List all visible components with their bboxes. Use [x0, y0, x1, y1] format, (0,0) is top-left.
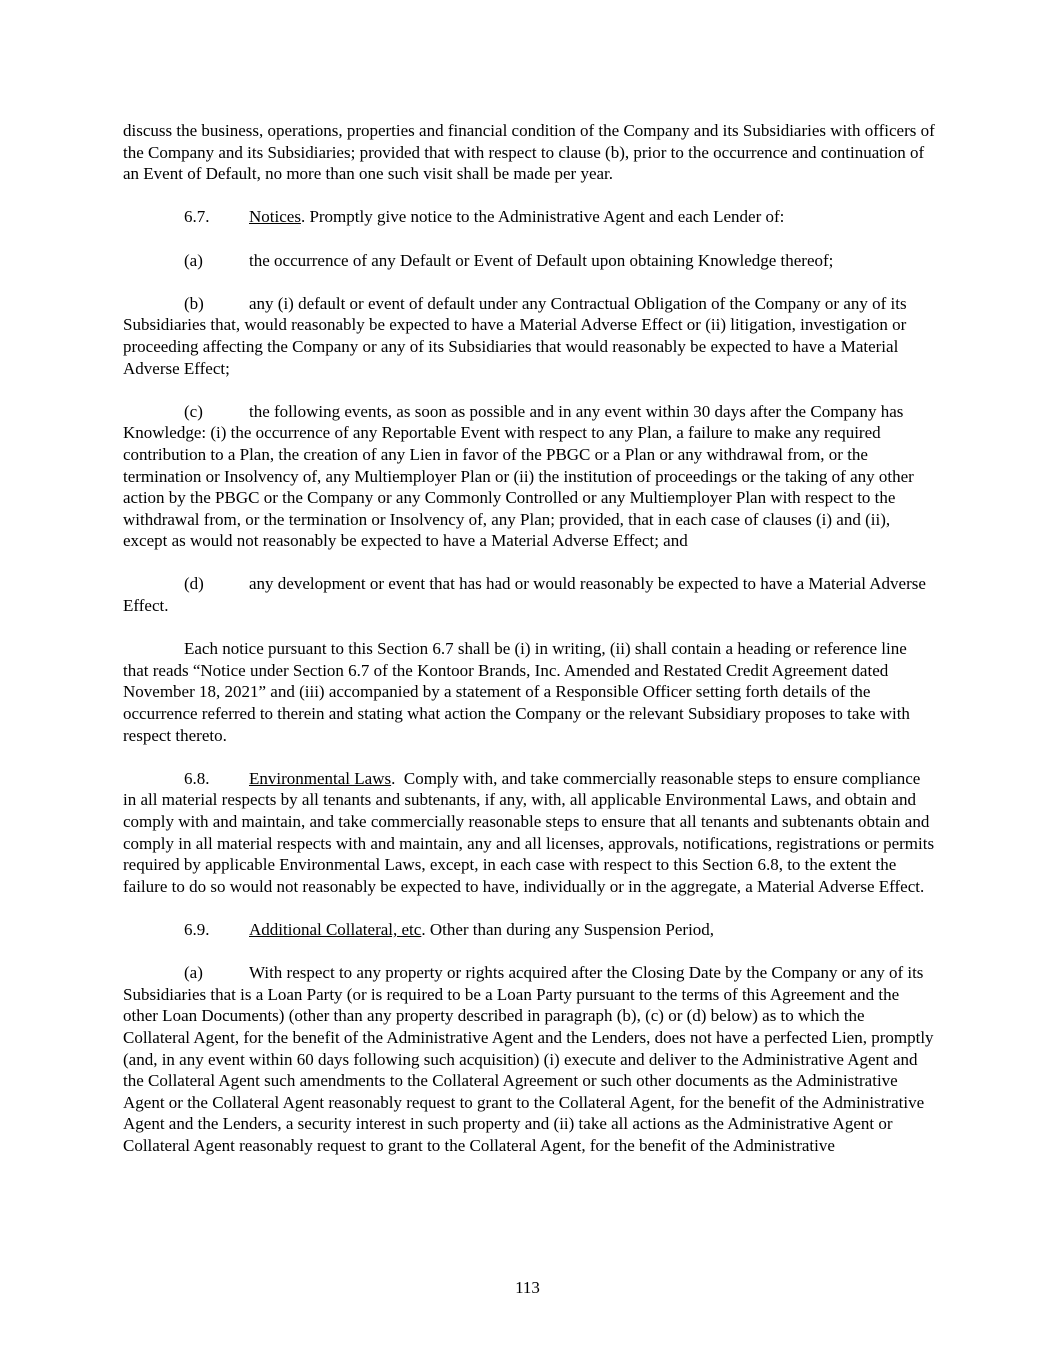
- section-number: 6.7.: [184, 207, 210, 227]
- paragraph-text: . Other than during any Suspension Period,: [421, 919, 715, 939]
- paragraph-text: discuss the business, operations, properties and financial condition of the Company and its Subsidiaries with officers of the Company and its Subsidiaries; provided that with respect to clause (b), prior to the occurrence and continuation of an Event of Default, no more than one such visit shall be made per year.: [123, 121, 940, 184]
- paragraph-text: With respect to any property or rights acquired after the Closing Date by the Company or any of its Subsidiaries that is a Loan Party (or is required to be a Loan Party pursuant to the terms of this Agreement and the other Loan Documents) (other than any property described in paragraph (b), (c) or (d) below) as to which the Collateral Agent, for the benefit of the Administrative Agent and the Lenders, does not have a perfected Lien, promptly (and, in any event within 60 days following such acquisition) (i) execute and deliver to the Administrative Agent and the Collateral Agent such amendments to the Collateral Agreement or such other documents as the Administrative Agent or the Collateral Agent reasonably request to grant to the Collateral Agent, for the benefit of the Administrative Agent and the Lenders, a security interest in such property and (ii) take all actions as the Administrative Agent or Collateral Agent reasonably request to grant to the Collateral Agent, for the benefit of the Administrative: [123, 963, 938, 1155]
- section-heading: Environmental Laws: [249, 768, 392, 788]
- paragraph-continuation: [123, 120, 940, 185]
- clause-letter: (a): [184, 963, 203, 983]
- clause-letter: (c): [184, 401, 203, 421]
- section-number: 6.8.: [184, 768, 210, 788]
- section-number: 6.9.: [184, 919, 210, 939]
- paragraph-text: the occurrence of any Default or Event of Default upon obtaining Knowledge thereof;: [249, 250, 834, 270]
- paragraph-text: any (i) default or event of default under any Contractual Obligation of the Company or any of its Subsidiaries that, would reasonably be expected to have a Material Adverse Effect or (ii) litigation, investigation or proceeding affecting the Company or any of its Subsidiaries that would reasonably be expected to have a Material Adverse Effect;: [123, 293, 911, 378]
- section-6-8: [123, 768, 939, 898]
- section-6-7: [123, 206, 935, 228]
- section-heading: Additional Collateral, etc: [249, 919, 422, 939]
- clause-6-9-a: [123, 962, 938, 1156]
- clause-letter: (b): [184, 293, 204, 313]
- paragraph-notice-requirements: [123, 638, 935, 746]
- document-body: [123, 120, 940, 1178]
- clause-letter: (a): [184, 250, 203, 270]
- paragraph-text: any development or event that has had or would reasonably be expected to have a Material Adverse Effect.: [123, 574, 931, 616]
- paragraph-text: . Comply with, and take commercially reasonable steps to ensure compliance in all material respects by all tenants and subtenants, if any, with, all applicable Environmental Laws, and obtain and comply with and maintain, and take commercially reasonable steps to ensure that all tenants and subtenants obtain and comply in all material respects with and maintain, any and all licenses, approvals, notifications, registrations or permits required by applicable Environmental Laws, except, in each case with respect to this Section 6.8, to the extent the failure to do so would not reasonably be expected to have, individually or in the aggregate, a Material Adverse Effect.: [123, 768, 939, 896]
- clause-letter: (d): [184, 574, 204, 594]
- paragraph-text: Each notice pursuant to this Section 6.7 shall be (i) in writing, (ii) shall contain a heading or reference line that reads “Notice under Section 6.7 of the Kontoor Brands, Inc. Amended and Restated Credit Agreement dated November 18, 2021” and (iii) accompanied by a statement of a Responsible Officer setting forth details of the occurrence referred to therein and stating what action the Company or the relevant Subsidiary proposes to take with respect thereto.: [123, 639, 915, 745]
- section-6-9: [123, 919, 935, 941]
- section-heading: Notices: [249, 207, 301, 227]
- clause-6-7-a: [123, 250, 935, 272]
- clause-6-7-c: [123, 401, 935, 552]
- page-number: 113: [515, 1278, 540, 1297]
- paragraph-text: . Promptly give notice to the Administrative Agent and each Lender of:: [300, 207, 785, 227]
- paragraph-text: the following events, as soon as possible and in any event within 30 days after the Company has Knowledge: (i) the occurrence of any Reportable Event with respect to any Plan, a failure to make any required contribution to a Plan, the creation of any Lien in favor of the PBGC or a Plan or any withdrawal from, or the termination or Insolvency of, any Multiemployer Plan or (ii) the institution of proceedings or the taking of any other action by the PBGC or the Company or any Commonly Controlled or any Multiemployer Plan with respect to the withdrawal from, or the termination or Insolvency of, any Plan; provided, that in each case of clauses (i) and (ii), except as would not reasonably be expected to have a Material Adverse Effect; and: [123, 401, 919, 551]
- clause-6-7-b: [123, 293, 935, 379]
- clause-6-7-d: [123, 573, 935, 616]
